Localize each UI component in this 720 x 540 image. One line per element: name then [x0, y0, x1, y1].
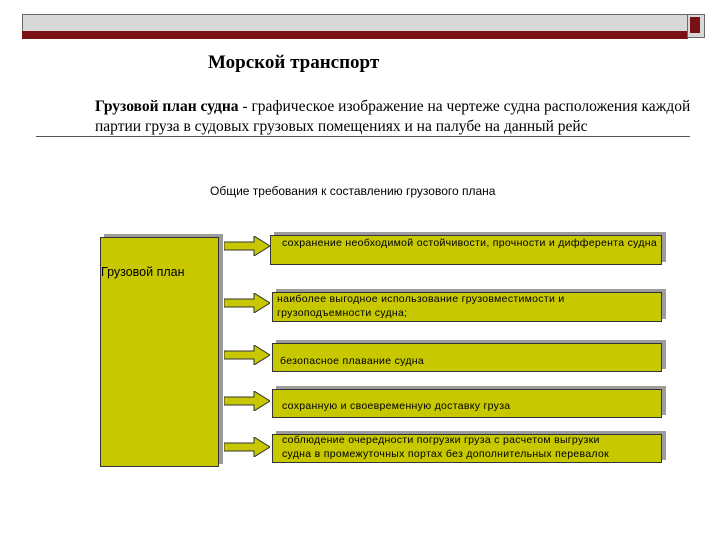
requirement-text-4: сохранную и своевременную доставку груза [282, 400, 511, 412]
arrow-3-icon [224, 345, 270, 365]
requirement-text-5: соблюдение очередности погрузки груза с расчетом выгрузки судна в промежуточных портах без дополнительных перевалок [282, 434, 610, 460]
cargo-plan-label: Грузовой план [101, 265, 185, 279]
requirement-text-1: сохранение необходимой остойчивости, прочности и дифферента судна [282, 237, 657, 249]
definition-term: Грузовой план судна [95, 98, 239, 115]
arrow-2-icon [224, 293, 270, 313]
requirement-text-2: наиболее выгодное использование грузовместимости и грузоподъемности судна; [277, 293, 565, 319]
definition-text [95, 97, 695, 137]
header-accent-bar [22, 31, 688, 39]
diagram-subtitle: Общие требования к составлению грузового плана [210, 184, 496, 198]
corner-square-accent [690, 17, 700, 33]
arrow-5-icon [224, 437, 270, 457]
slide-title: Морской транспорт [208, 52, 380, 73]
arrow-4-icon [224, 391, 270, 411]
definition-body: - графическое изображение на чертеже судна расположения каждой партии груза в судовых грузовых помещениях и на палубе на данный рейс [95, 98, 691, 135]
requirement-text-3: безопасное плавание судна [280, 355, 424, 367]
arrow-1-icon [224, 236, 270, 256]
divider-line [36, 136, 690, 137]
